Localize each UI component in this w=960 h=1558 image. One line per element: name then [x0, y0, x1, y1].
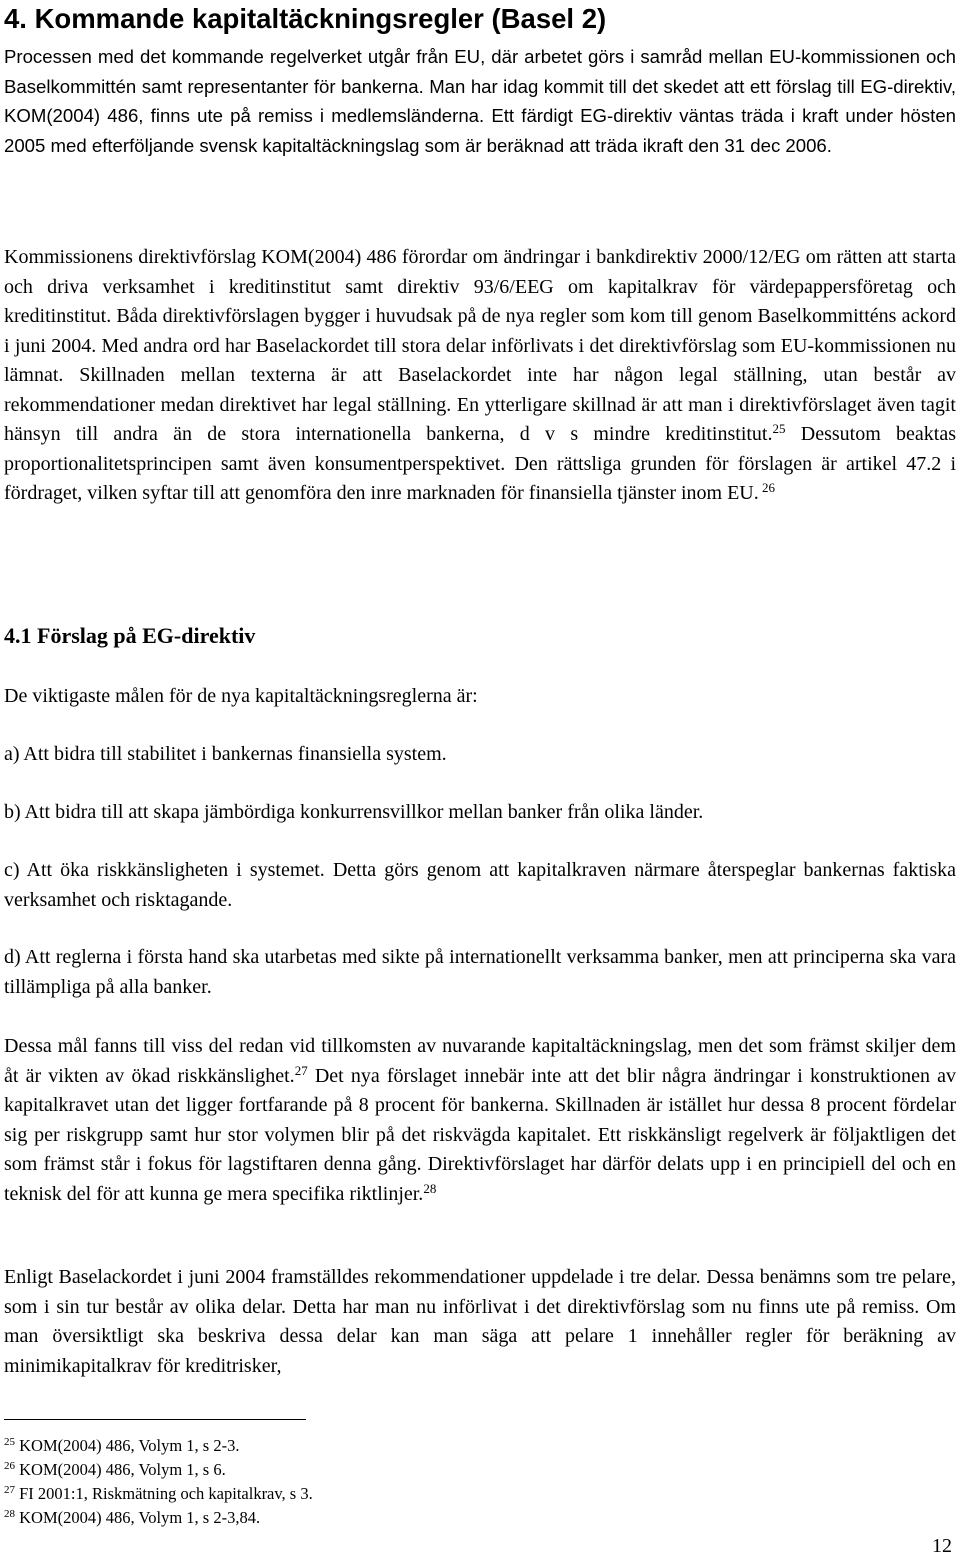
paragraph-text: Dessutom beaktas proportionalitetsprincipen samt även konsumentperspektivet. Den rättsliga grunden för förslagen är artikel 47.2 i fördraget, vilken syftar till att genomföra den inre marknaden för finansiella tjänster inom EU. [4, 423, 956, 504]
footnote-ref[interactable]: 25 [772, 421, 786, 436]
paragraph-pillars: Enligt Baselackordet i juni 2004 framställdes rekommendationer uppdelade i tre delar. Dessa benämns som tre pelare, som i sin tur består av olika delar. Detta har man nu införlivat i det direktivförslag som nu finns ute på remiss. Om man översiktligt ska beskriva dessa delar kan man säga att pelare 1 innehåller regler för beräkning av minimikapitalkrav för kreditrisker, [4, 1266, 956, 1377]
footnote-text: KOM(2004) 486, Volym 1, s 6. [15, 1460, 226, 1479]
goal-item-c: c) Att öka riskkänsligheten i systemet. Detta görs genom att kapitalkraven närmare återspeglar bankernas faktiska verksamhet och risktagande. [4, 859, 956, 911]
footnote-number: 26 [4, 1460, 15, 1472]
paragraph-process [4, 42, 956, 160]
footnote-text: KOM(2004) 486, Volym 1, s 2-3,84. [15, 1508, 261, 1527]
goal-item-b: b) Att bidra till att skapa jämbördiga konkurrensvillkor mellan banker från olika länder. [4, 801, 704, 823]
goal-item-a: a) Att bidra till stabilitet i bankernas finansiella system. [4, 743, 447, 765]
paragraph-text: Dessa mål fanns till viss del redan vid tillkomsten av nuvarande kapitaltäckningslag, men det som främst skiljer dem åt är vikten av ökad riskkänslighet. [4, 1035, 956, 1087]
footnote-item [4, 1435, 239, 1457]
footnote-item [4, 1459, 226, 1481]
footnote-divider [4, 1419, 306, 1420]
footnote-number: 27 [4, 1484, 15, 1496]
footnote-item [4, 1507, 260, 1529]
footnote-text: FI 2001:1, Riskmätning och kapitalkrav, s 3. [15, 1484, 313, 1503]
page-heading: 4. Kommande kapitaltäckningsregler (Basel 2) [4, 3, 607, 34]
footnote-text: KOM(2004) 486, Volym 1, s 2-3. [15, 1436, 240, 1455]
footnote-ref[interactable]: 28 [423, 1180, 437, 1196]
section-subheading: 4.1 Förslag på EG-direktiv [4, 623, 256, 648]
paragraph-commission-proposal [4, 243, 956, 509]
page-number: 12 [932, 1535, 952, 1557]
paragraph-text: Det nya förslaget innebär inte att det blir några ändringar i konstruktionen av kapitalkravet utan det ligger fortfarande på 8 procent för bankerna. Skillnaden är istället hur dessa 8 procent fördelar sig per riskgrupp samt hur stor volymen blir på det riskvägda kapitalet. Ett riskkänsligt regelverk är följaktligen det som främst står i fokus för lagstiftaren denna gång. Direktivförslaget har därför delats upp i en principiell del och en teknisk del för att kunna ge mera specifika riktlinjer. [4, 1064, 957, 1205]
paragraph-risk-sensitivity [4, 1032, 956, 1209]
paragraph-text: Processen med det kommande regelverket utgår från EU, där arbetet görs i samråd mellan EU-kommissionen och Baselkommittén samt representanter för bankerna. Man har idag kommit till det skedet att ett förslag till EG-direktiv, KOM(2004) 486, finns ute på remiss i medlemsländerna. Ett färdigt EG-direktiv väntas träda i kraft under hösten 2005 med efterföljande svensk kapitaltäckningslag som är beräknad att träda ikraft den 31 dec 2006. [4, 46, 956, 156]
goals-intro: De viktigaste målen för de nya kapitaltäckningsreglerna är: [4, 685, 478, 707]
footnote-ref[interactable]: 27 [294, 1062, 308, 1078]
goal-item-d: d) Att reglerna i första hand ska utarbetas med sikte på internationellt verksamma banker, men att principerna ska vara tillämpliga på alla banker. [4, 946, 956, 998]
paragraph-text: Kommissionens direktivförslag KOM(2004) 486 förordar om ändringar i bankdirektiv 2000/12/EG om rätten att starta och driva verksamhet i kreditinstitut samt direktiv 93/6/EEG om kapitalkrav för värdepappersföretag och kreditinstitut. Båda direktivförslagen bygger i huvudsak på de nya regler som kom till genom Baselkommitténs ackord i juni 2004. Med andra ord har Baselackordet till stora delar införlivats i det direktivförslag som EU-kommissionen nu lämnat. Skillnaden mellan texterna är att Baselackordet inte har någon legal ställning, utan består av rekommendationer medan direktivet har legal ställning. En ytterligare skillnad är att man i direktivförslaget även tagit hänsyn till andra än de stora internationella bankerna, d v s mindre kreditinstitut. [4, 246, 956, 445]
footnote-ref[interactable]: 26 [758, 480, 775, 495]
footnote-item [4, 1483, 313, 1505]
footnote-number: 25 [4, 1436, 15, 1448]
footnote-number: 28 [4, 1508, 15, 1520]
